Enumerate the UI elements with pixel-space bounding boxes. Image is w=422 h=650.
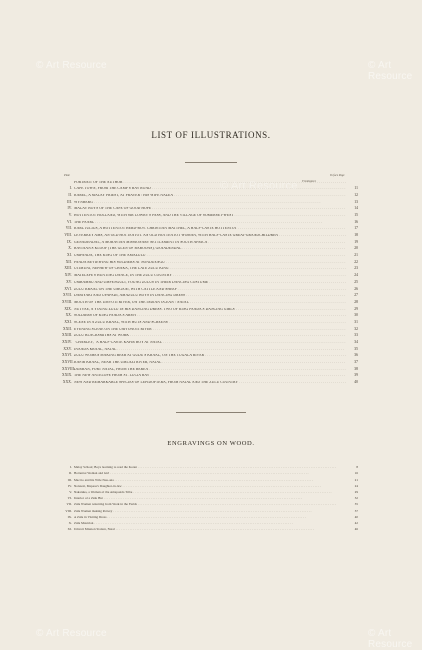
watermark: © Art Resource — [368, 628, 413, 650]
page-number: 24 — [354, 273, 358, 278]
list-item — [62, 306, 358, 313]
page-number: 36 — [354, 353, 358, 358]
plate-number: XXIX. — [62, 373, 73, 378]
illustration-title: KAFIR KRAAL, NEAR THE UMLAZI RIVER, NATAL . . . — [74, 361, 346, 365]
illustration-title: BAVIAAN'S KLOOF (THE GLEN OF BABOONS), GENADENDAL . . . — [74, 247, 346, 251]
watermark: © Art Resource — [220, 180, 298, 192]
page-number: 23 — [354, 266, 358, 271]
illustrations-list — [62, 179, 358, 386]
page-number: 37 — [354, 508, 358, 513]
plate-number: I. — [69, 186, 72, 191]
illustration-title: SCENE IN A ZULU KRAAL, WITH HUTS AND SCREENS . . . — [74, 321, 346, 325]
section-title: ENGRAVINGS ON WOOD. — [167, 440, 255, 447]
illustration-title: ZULU BLACKSMITHS AT WORK . . . — [74, 334, 346, 338]
list-item — [62, 360, 358, 367]
page-number: 35 — [354, 502, 358, 507]
page-number: 31 — [354, 319, 358, 324]
page-number: 8 — [356, 465, 358, 470]
illustration-title: THE PAARL . . . — [74, 221, 346, 225]
page-number: 16 — [354, 471, 358, 476]
illustration-title: MATELEPE'S HUNTING DANCE, IN THE ZULU COUNTRY . . . — [74, 274, 346, 278]
plate-number: II. — [68, 192, 72, 197]
list-item — [62, 353, 358, 360]
page-number: 24 — [354, 483, 358, 488]
illustration-title: Nonzezi, Mapesa's Daughter-in-law . . . — [74, 485, 346, 489]
illustration-title: UMBAMBU AND UMPENGULI, YOUNG ZULUS IN THEIR DANCING COSTUME . . . — [74, 281, 346, 285]
page-number: 11 — [354, 186, 358, 191]
page-title: LIST OF ILLUSTRATIONS. — [151, 130, 271, 140]
page-number: 37 — [354, 360, 358, 365]
plate-number: XXIII. — [62, 333, 73, 338]
plate-number: XXI. — [64, 319, 72, 324]
page-number: 21 — [354, 253, 358, 258]
illustration-title: "CHARLEY," A HALF-CASTE KAFIR BOY AT NATAL . . . — [74, 341, 346, 345]
plate-number: XIX. — [64, 306, 72, 311]
list-item — [62, 380, 358, 387]
list-item — [62, 299, 358, 306]
list-item — [62, 246, 358, 253]
illustration-title: UTIMUNI, NEPHEW OF CHAKA, THE LATE ZULU KING . . . — [74, 267, 346, 271]
page-number: 26 — [354, 286, 358, 291]
page-number: 15 — [354, 212, 358, 217]
illustration-title: Zulu Musician . . . — [74, 522, 346, 526]
frontispiece-label: Frontispiece — [302, 180, 317, 183]
illustration-title: Nakatuka, a Woman of the Amaponda Tribe . . . — [74, 491, 346, 495]
illustration-title: EVENING SCENE ON THE UMVONOTI RIVER . . . — [74, 328, 346, 332]
page-number: 16 — [354, 219, 358, 224]
plate-number: VI. — [67, 219, 72, 224]
illustration-title: KAREL, A MALAY PRIEST, AT PRAYER : HIS WIFE NAZEA . . . — [74, 194, 346, 198]
column-header-plate: Plate — [64, 174, 70, 177]
page-number: 14 — [354, 206, 358, 211]
list-item — [62, 226, 358, 233]
plate-number: X. — [68, 246, 72, 251]
plate-number: XXV. — [63, 346, 72, 351]
plate-number: III. — [67, 477, 72, 482]
illustration-title: SOLDIERS OF KING PANDA'S ARMY . . . — [74, 314, 346, 318]
list-item — [62, 239, 358, 246]
illustration-title: CAPE TOWN, FROM THE CAMP'S BAY ROAD . . . — [74, 187, 346, 191]
watermark: © Art Resource — [36, 60, 107, 71]
page-number: 18 — [354, 233, 358, 238]
section-divider — [176, 412, 246, 413]
plate-number: VII. — [65, 226, 72, 231]
list-item — [62, 279, 358, 286]
list-item — [62, 259, 358, 266]
list-item — [62, 179, 358, 186]
illustration-title: ZULU WOMEN MAKING BEER AT GUDU'S KRAAL, ON THE TUGALA RIVER . . . — [74, 354, 346, 358]
page-number: 27 — [354, 293, 358, 298]
column-header-page: To face Page — [330, 174, 345, 177]
illustration-title: GENADENDAL, A MORAVIAN MISSIONARY SETTLEMENT IN SOUTH AFRICA . . . — [74, 241, 346, 245]
list-item — [62, 346, 358, 353]
plate-number: XI. — [67, 527, 72, 532]
list-item — [62, 266, 358, 273]
page-number: 42 — [354, 520, 358, 525]
page-number: 13 — [354, 199, 358, 204]
page-number: 12 — [354, 192, 358, 197]
page-number: 20 — [354, 246, 358, 251]
list-item — [62, 192, 358, 199]
watermark: © Art Resource — [36, 628, 107, 639]
page-number: 46 — [354, 527, 358, 532]
illustration-title: DURBAN, PORT NATAL, FROM THE BEREA . . . — [74, 368, 346, 372]
plate-number: XX. — [65, 313, 72, 318]
illustration-title: UMPANDA, THE KING OF THE AMAZULU . . . — [74, 254, 346, 258]
illustration-title: LEVERKEY AMS, AN OLD HOTTENTOT. AN OLD HOTTENTOT WOMAN, WITH HALF-CASTE GREAT-GRANDCHILDREN . . . — [74, 234, 346, 238]
plate-number: XXVI. — [62, 353, 73, 358]
list-item — [62, 340, 358, 347]
illustration-title: Zulu Women returning from Work in the Fields . . . — [74, 503, 346, 507]
plate-number: XVI. — [64, 286, 72, 291]
watermark: © Art Resource — [368, 60, 413, 82]
plate-number: XIV. — [64, 273, 72, 278]
illustration-title: NEW AND REMARKABLE SPECIES OF LEPIDOPTERA, FROM NATAL AND THE ZULU COUNTRY . . . — [74, 381, 346, 385]
list-item — [62, 286, 358, 293]
page-number: 38 — [354, 366, 358, 371]
plate-number: XXIV. — [62, 340, 72, 345]
illustration-title: Interior of a Zulu Hut . . . — [74, 497, 346, 501]
plate-number: X. — [68, 520, 72, 525]
page-number: 34 — [354, 340, 358, 345]
illustration-title: Hottentot Woman and Girl . . . — [74, 472, 346, 476]
list-item — [62, 333, 358, 340]
plate-number: IX. — [67, 514, 72, 519]
list-item — [62, 186, 358, 193]
list-item — [62, 199, 358, 206]
plate-number: XVIII. — [62, 299, 73, 304]
list-item — [62, 206, 358, 213]
plate-number: IV. — [68, 483, 72, 488]
page-number: 35 — [354, 346, 358, 351]
page-number: 40 — [354, 514, 358, 519]
plate-number: II. — [68, 471, 72, 476]
plate-number: VI. — [67, 496, 72, 501]
illustration-title: INANDA KRAAL, NATAL . . . — [74, 348, 346, 352]
page-number: 22 — [354, 259, 358, 264]
list-item — [62, 219, 358, 226]
list-item — [62, 233, 358, 240]
plate-number: V. — [69, 490, 72, 495]
illustration-title: KARL JULIUS, A HOTTENTOT HERD-BOY. CHRISTIAN MATTHEL, A HALF-CASTE HOTTENTOT . . . — [74, 227, 346, 231]
plate-number: VII. — [66, 502, 72, 507]
page-number: 17 — [354, 226, 358, 231]
plate-number: XXII. — [63, 326, 72, 331]
list-item — [62, 373, 358, 380]
page-number: 40 — [354, 380, 358, 385]
plate-number: III. — [67, 199, 72, 204]
list-item — [62, 313, 358, 320]
list-item — [62, 527, 358, 533]
list-item — [62, 366, 358, 373]
page-number: 21 — [354, 477, 358, 482]
illustration-title: ZULU KRAAL ON THE UMGANI, WITH CATTLE AND SHEEP . . . — [74, 288, 346, 292]
page-number: 29 — [354, 490, 358, 495]
plate-number: IX. — [67, 239, 72, 244]
illustration-title: HOTTENTOT HOLLAND, WITH SIR LOWRY'S PASS, AND THE VILLAGE OF SOMERSET-WEST . . . — [74, 214, 346, 218]
plate-number: XII. — [65, 259, 72, 264]
plate-number: IV. — [67, 206, 72, 211]
illustration-title: DABIYAKI AND UPAPADI, AMAZULU BOYS IN DANCING DRESS . . . — [74, 294, 346, 298]
page-number: 39 — [354, 373, 358, 378]
page-number: 29 — [354, 306, 358, 311]
page-number: 28 — [354, 299, 358, 304]
plate-number: XVII. — [63, 293, 72, 298]
list-item — [62, 212, 358, 219]
illustration-title: THE NEW ANTELOPE FROM ST. LUCIA BAY . . . — [74, 374, 346, 378]
page-number: 32 — [354, 496, 358, 501]
list-item — [62, 319, 358, 326]
illustration-title: MOUTH OF THE UMVOTI RIVER, ON THE INDIAN OCEAN : NATAL . . . — [74, 301, 346, 305]
list-item — [62, 293, 358, 300]
page-number: 19 — [354, 239, 358, 244]
plate-number: VIII. — [65, 508, 72, 513]
illustration-title: Zulu Women making Pottery . . . — [74, 510, 346, 514]
plate-number: XXVII. — [62, 360, 74, 365]
illustration-title: Umvoti Mission Station, Natal . . . — [74, 528, 346, 532]
illustration-title: Malay School; Boys learning to read the Koran . . . — [74, 466, 346, 470]
engravings-list — [62, 465, 358, 533]
illustration-title: PANDA REVIEWING HIS SOLDIERS AT NONDUENGU . . . — [74, 261, 346, 265]
title-divider — [185, 162, 237, 163]
plate-number: XV. — [66, 279, 72, 284]
page-number: 30 — [354, 313, 358, 318]
list-item — [62, 253, 358, 260]
illustration-title: PORTRAIT OF THE AUTHOR . . . — [74, 181, 346, 185]
list-item — [62, 326, 358, 333]
page-number: 33 — [354, 333, 358, 338]
illustration-title: WYNBERG . . . — [74, 201, 346, 205]
plate-number: V. — [68, 212, 72, 217]
illustration-title: Maccio and his Wife Nou-ana . . . — [74, 479, 346, 483]
illustration-title: A Zulu in Visiting Dress . . . — [74, 516, 346, 520]
illustration-title: NUTYAE, A YOUNG ZULU IN HIS DANCING DRESS. TWO OF KING PANDA'S DANCING GIRLS . . . — [74, 308, 346, 312]
plate-number: XI. — [67, 253, 72, 258]
plate-number: VIII. — [64, 233, 72, 238]
page-number: 32 — [354, 326, 358, 331]
page-number: 25 — [354, 279, 358, 284]
plate-number: I. — [69, 465, 72, 470]
illustration-title: MALAY BOYS OF THE CAPE OF GOOD HOPE . . . — [74, 207, 346, 211]
plate-number: XXVIII. — [62, 366, 75, 371]
plate-number: XXX. — [62, 380, 72, 385]
list-item — [62, 273, 358, 280]
plate-number: XIII. — [64, 266, 72, 271]
